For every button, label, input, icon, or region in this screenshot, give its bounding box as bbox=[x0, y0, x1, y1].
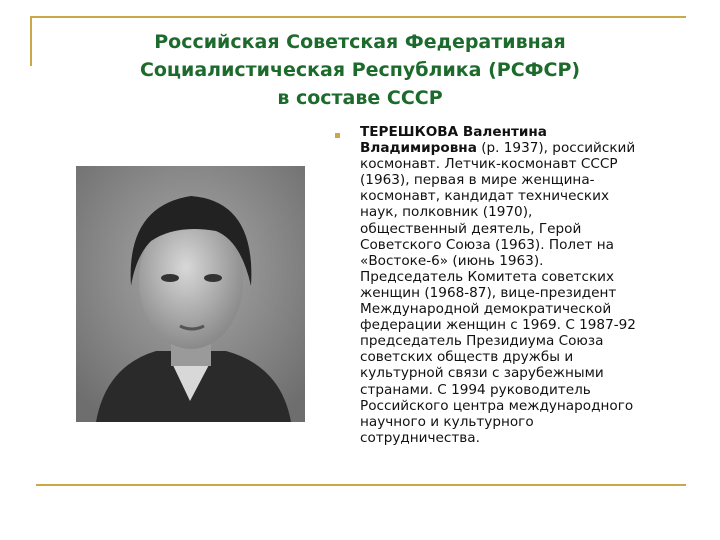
body-line: космонавт, кандидат технических bbox=[360, 188, 610, 205]
slide-title bbox=[60, 28, 660, 112]
body-line: культурной связи с зарубежными bbox=[360, 365, 604, 382]
bullet-icon bbox=[335, 133, 340, 138]
body-text: (р. 1937), российский bbox=[476, 140, 636, 157]
left-divider bbox=[30, 16, 32, 66]
title-line: Российская Советская Федеративная bbox=[154, 31, 566, 53]
body-line: Советского Союза (1963). Полет на bbox=[360, 236, 614, 253]
body-line bbox=[360, 124, 636, 140]
body-line: Международной демократической bbox=[360, 301, 612, 318]
title-line: в составе СССР bbox=[277, 87, 443, 109]
body-line: наук, полковник (1970), bbox=[360, 204, 533, 221]
biography-text bbox=[360, 124, 636, 446]
body-line: общественный деятель, Герой bbox=[360, 220, 582, 237]
body-line: председатель Президиума Союза bbox=[360, 333, 604, 350]
body-line: странами. С 1994 руководитель bbox=[360, 381, 591, 398]
body-line: космонавт. Летчик-космонавт СССР bbox=[360, 156, 618, 173]
bottom-divider bbox=[36, 484, 686, 486]
body-line: федерации женщин с 1969. С 1987-92 bbox=[360, 317, 636, 334]
body-line: Председатель Комитета советских bbox=[360, 268, 615, 285]
body-line: советских обществ дружбы и bbox=[360, 349, 574, 366]
body-line bbox=[360, 140, 636, 156]
person-patronymic: Владимировна bbox=[360, 140, 477, 157]
body-line: (1963), первая в мире женщина- bbox=[360, 172, 595, 189]
portrait-photo bbox=[76, 166, 305, 422]
body-line: Российского центра международного bbox=[360, 397, 634, 414]
body-line: женщин (1968-87), вице-президент bbox=[360, 284, 617, 301]
body-line: научного и культурного bbox=[360, 413, 534, 430]
top-divider bbox=[30, 16, 686, 18]
body-line: сотрудничества. bbox=[360, 429, 480, 446]
title-line: Социалистическая Республика (РСФСР) bbox=[139, 59, 581, 81]
body-line: «Востоке-6» (июнь 1963). bbox=[360, 252, 544, 269]
person-name: ТЕРЕШКОВА Валентина bbox=[360, 124, 547, 140]
